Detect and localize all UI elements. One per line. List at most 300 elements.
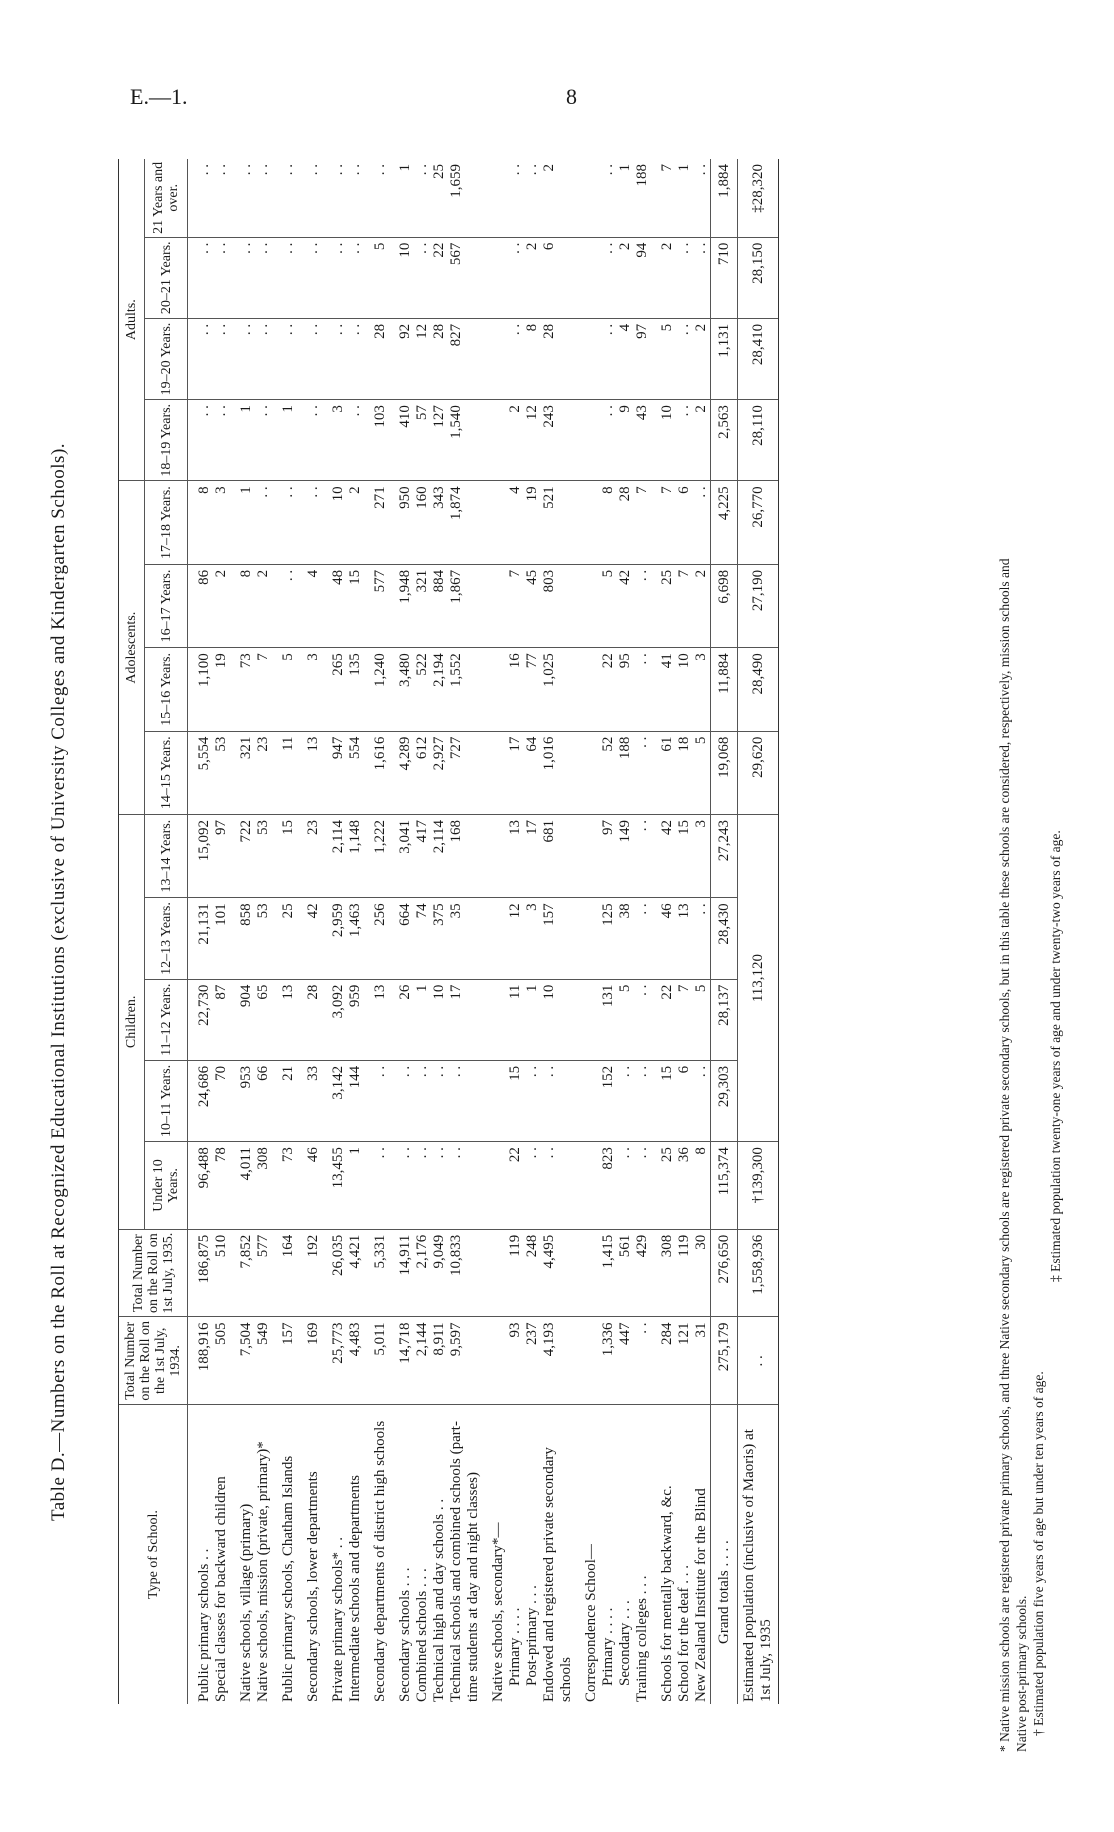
row-label-text: Secondary . . . xyxy=(617,1600,633,1686)
table-cell: 2 xyxy=(524,237,541,318)
table-cell: . . xyxy=(280,564,297,647)
table-cell: 66 xyxy=(255,1060,272,1141)
table-cell: 5 xyxy=(600,564,617,647)
table-row xyxy=(431,159,448,1704)
table-cell: 28 xyxy=(541,318,575,399)
table-cell: 192 xyxy=(305,1229,322,1317)
table-cell: 3,142 xyxy=(330,1060,347,1141)
grand-total-cell: 2,563 xyxy=(711,400,738,481)
table-cell: 321 xyxy=(414,564,431,647)
table-cell: 2,114 xyxy=(330,814,347,897)
table-cell: 188 xyxy=(634,159,651,237)
table-cell: 61 xyxy=(659,731,676,814)
table-cell: 15 xyxy=(280,814,297,897)
table-cell: 18 xyxy=(676,731,693,814)
table-cell: 24,686 xyxy=(196,1060,213,1141)
table-cell: . . xyxy=(448,1060,482,1141)
table-cell xyxy=(490,400,507,481)
header-age: 18–19 Years. xyxy=(145,400,188,481)
table-cell: 3 xyxy=(305,648,322,731)
table-cell: . . xyxy=(524,159,541,237)
row-label xyxy=(448,1405,482,1704)
table-cell: . . xyxy=(693,237,711,318)
table-cell: . . xyxy=(196,159,213,237)
table-cell: 554 xyxy=(347,731,364,814)
table-cell: 10 xyxy=(330,481,347,564)
table-cell: 149 xyxy=(617,814,634,897)
table-cell: 2 xyxy=(693,318,711,399)
table-cell: 2 xyxy=(693,400,711,481)
table-cell: 64 xyxy=(524,731,541,814)
grand-total-cell: 11,884 xyxy=(711,648,738,731)
table-cell: 2,927 xyxy=(431,731,448,814)
row-label xyxy=(634,1405,651,1704)
table-cell: 21,131 xyxy=(196,898,213,979)
table-row xyxy=(330,159,347,1704)
table-cell xyxy=(490,898,507,979)
table-cell: 2 xyxy=(659,237,676,318)
table-cell: 94 xyxy=(634,237,651,318)
rotated-table-page xyxy=(0,142,1114,1832)
table-cell: 884 xyxy=(431,564,448,647)
table-cell: 7,504 xyxy=(238,1317,255,1405)
table-cell: 4,495 xyxy=(541,1229,575,1317)
table-cell xyxy=(490,648,507,731)
table-cell: . . xyxy=(347,318,364,399)
table-cell: 1,463 xyxy=(347,898,364,979)
table-cell: . . xyxy=(414,237,431,318)
table-cell: 152 xyxy=(600,1060,617,1141)
table-cell: . . xyxy=(255,400,272,481)
table-cell: 119 xyxy=(507,1229,524,1317)
table-cell: . . xyxy=(414,159,431,237)
table-cell: 410 xyxy=(397,400,414,481)
table-cell: 1,552 xyxy=(448,648,482,731)
table-cell: 612 xyxy=(414,731,431,814)
table-cell: 343 xyxy=(431,481,448,564)
row-label xyxy=(372,1405,389,1704)
table-cell: 2 xyxy=(213,564,230,647)
header-age: 11–12 Years. xyxy=(145,979,188,1060)
table-cell: . . xyxy=(431,1060,448,1141)
table-cell: . . xyxy=(330,318,347,399)
row-label-text: Native schools, mission (private, primary)* xyxy=(255,1441,271,1702)
table-cell: . . xyxy=(617,1060,634,1141)
table-cell: . . xyxy=(196,318,213,399)
table-cell: 22 xyxy=(507,1142,524,1230)
table-cell: 4,193 xyxy=(541,1317,575,1405)
row-label xyxy=(490,1405,507,1704)
table-cell: 9,049 xyxy=(431,1229,448,1317)
table-cell: 74 xyxy=(414,898,431,979)
table-cell: 28 xyxy=(305,979,322,1060)
table-cell: 1,100 xyxy=(196,648,213,731)
footnote-mission-cont: Native post-primary schools. xyxy=(1014,1595,1029,1752)
row-spacer xyxy=(297,159,305,1704)
table-cell: 1,222 xyxy=(372,814,389,897)
table-cell: 827 xyxy=(448,318,482,399)
table-cell: . . xyxy=(634,564,651,647)
row-label xyxy=(676,1405,693,1704)
row-label xyxy=(397,1405,414,1704)
table-cell: . . xyxy=(693,1060,711,1141)
table-cell: . . xyxy=(372,1060,389,1141)
table-cell xyxy=(583,1317,600,1405)
grand-total-cell: 28,137 xyxy=(711,979,738,1060)
footnotes xyxy=(996,172,1064,1752)
table-cell: . . xyxy=(305,237,322,318)
table-cell: 93 xyxy=(507,1317,524,1405)
grand-total-cell: 19,068 xyxy=(711,731,738,814)
table-cell: 1 xyxy=(676,159,693,237)
table-row xyxy=(524,159,541,1704)
table-cell xyxy=(490,564,507,647)
table-cell: 15,092 xyxy=(196,814,213,897)
grand-total-cell: 27,243 xyxy=(711,814,738,897)
table-cell: . . xyxy=(448,1142,482,1230)
grand-total-cell: 29,303 xyxy=(711,1060,738,1141)
table-cell: 248 xyxy=(524,1229,541,1317)
table-cell: 22,730 xyxy=(196,979,213,1060)
table-cell: 1 xyxy=(238,400,255,481)
table-cell: . . xyxy=(634,898,651,979)
table-cell xyxy=(490,159,507,237)
grand-total-cell: 115,374 xyxy=(711,1142,738,1230)
row-label-text: Private primary schools* . . xyxy=(330,1537,346,1702)
table-cell: 1,659 xyxy=(448,159,482,237)
table-cell: . . xyxy=(676,400,693,481)
grand-total-cell: 1,131 xyxy=(711,318,738,399)
table-cell: 1,616 xyxy=(372,731,389,814)
table-cell: 26,035 xyxy=(330,1229,347,1317)
table-cell: . . xyxy=(372,1142,389,1230)
table-cell: . . xyxy=(693,481,711,564)
table-cell: 43 xyxy=(634,400,651,481)
table-cell: 46 xyxy=(305,1142,322,1230)
table-cell: 23 xyxy=(305,814,322,897)
table-cell xyxy=(583,979,600,1060)
header-age: 21 Years and over. xyxy=(145,159,188,237)
table-cell: 1 xyxy=(397,159,414,237)
table-cell: 14,718 xyxy=(397,1317,414,1405)
row-label xyxy=(330,1405,347,1704)
row-label-text: Public primary schools . . xyxy=(196,1548,212,1702)
grand-total-cell: 276,650 xyxy=(711,1229,738,1317)
row-label xyxy=(213,1405,230,1704)
table-cell: 41 xyxy=(659,648,676,731)
table-cell: 4,011 xyxy=(238,1142,255,1230)
table-cell: . . xyxy=(600,159,617,237)
table-cell: 21 xyxy=(280,1060,297,1141)
table-cell xyxy=(583,1142,600,1230)
table-cell: 256 xyxy=(372,898,389,979)
table-cell: 17 xyxy=(524,814,541,897)
row-label xyxy=(347,1405,364,1704)
table-cell: 1,025 xyxy=(541,648,575,731)
table-cell: . . xyxy=(196,400,213,481)
table-cell: 135 xyxy=(347,648,364,731)
table-cell: 53 xyxy=(255,898,272,979)
table-cell: 7 xyxy=(255,648,272,731)
grand-total-cell: 710 xyxy=(711,237,738,318)
table-cell: 131 xyxy=(600,979,617,1060)
table-cell: 57 xyxy=(414,400,431,481)
row-label xyxy=(541,1405,575,1704)
table-cell: 447 xyxy=(617,1317,634,1405)
table-cell xyxy=(490,979,507,1060)
row-label-text: Technical schools and combined schools (part-time students at day and night classes) xyxy=(448,1421,481,1702)
table-cell: 6 xyxy=(541,237,575,318)
table-cell: 45 xyxy=(524,564,541,647)
table-cell: 1 xyxy=(414,979,431,1060)
table-cell: . . xyxy=(213,318,230,399)
table-cell: . . xyxy=(397,1060,414,1141)
table-cell: 13 xyxy=(507,814,524,897)
table-cell: 5 xyxy=(372,237,389,318)
table-cell: 188 xyxy=(617,731,634,814)
table-cell: 144 xyxy=(347,1060,364,1141)
row-spacer xyxy=(188,159,197,1704)
table-cell: 103 xyxy=(372,400,389,481)
header-age: 12–13 Years. xyxy=(145,898,188,979)
table-cell: 9 xyxy=(617,400,634,481)
table-cell: 13 xyxy=(280,979,297,1060)
estimated-1935: 1,558,936 xyxy=(738,1229,779,1317)
table-title: Table D.—Numbers on the Roll at Recognized Educational Institutions (exclusive of University Colleges and Kindergarten Schools). xyxy=(48,442,69,1522)
table-cell: 567 xyxy=(448,237,482,318)
table-row xyxy=(490,159,507,1704)
page-header xyxy=(130,84,610,114)
table-cell: . . xyxy=(280,237,297,318)
table-cell xyxy=(490,1142,507,1230)
table-cell: 1,948 xyxy=(397,564,414,647)
header-roll-1934: Total Number on the Roll on the 1st July, 1934. xyxy=(119,1317,188,1405)
header-age: 17–18 Years. xyxy=(145,481,188,564)
table-cell: 959 xyxy=(347,979,364,1060)
row-label xyxy=(693,1405,711,1704)
table-cell: . . xyxy=(196,237,213,318)
table-cell: 188,916 xyxy=(196,1317,213,1405)
table-cell: 2,194 xyxy=(431,648,448,731)
table-cell: 92 xyxy=(397,318,414,399)
table-cell: 947 xyxy=(330,731,347,814)
table-cell xyxy=(583,1229,600,1317)
table-cell: 1,148 xyxy=(347,814,364,897)
table-cell: 25 xyxy=(280,898,297,979)
header-children: Children. xyxy=(119,814,145,1229)
table-cell: 119 xyxy=(676,1229,693,1317)
table-cell: 5 xyxy=(280,648,297,731)
table-cell xyxy=(583,648,600,731)
table-cell: . . xyxy=(431,1142,448,1230)
row-label xyxy=(431,1405,448,1704)
row-label xyxy=(524,1405,541,1704)
table-cell: 953 xyxy=(238,1060,255,1141)
table-cell: 4 xyxy=(305,564,322,647)
header-adolescents: Adolescents. xyxy=(119,481,145,815)
footnote-dagger: † Estimated population five years of age but under ten years of age. xyxy=(1031,1371,1046,1736)
table-cell: 7 xyxy=(659,159,676,237)
table-row xyxy=(347,159,364,1704)
table-cell: . . xyxy=(280,318,297,399)
table-cell: 4,421 xyxy=(347,1229,364,1317)
table-cell: 3,041 xyxy=(397,814,414,897)
grand-total-cell: 28,430 xyxy=(711,898,738,979)
row-label-text: Primary . . . . xyxy=(600,1607,616,1686)
table-cell: 5,554 xyxy=(196,731,213,814)
header-adults: Adults. xyxy=(119,159,145,481)
table-cell: . . xyxy=(255,481,272,564)
table-cell: . . xyxy=(347,159,364,237)
table-cell xyxy=(490,318,507,399)
table-cell: . . xyxy=(524,1142,541,1230)
table-cell: 5 xyxy=(693,731,711,814)
table-cell: 12 xyxy=(507,898,524,979)
table-cell: 510 xyxy=(213,1229,230,1317)
table-cell: . . xyxy=(347,237,364,318)
table-cell: . . xyxy=(213,400,230,481)
estimated-cell: 29,620 xyxy=(738,731,779,814)
table-cell: 7 xyxy=(676,564,693,647)
table-cell: 2 xyxy=(617,237,634,318)
table-cell: 237 xyxy=(524,1317,541,1405)
table-cell: 2,114 xyxy=(431,814,448,897)
estimated-1934: . . xyxy=(738,1317,779,1405)
table-cell: 10,833 xyxy=(448,1229,482,1317)
table-cell: . . xyxy=(676,318,693,399)
estimated-population-row xyxy=(738,159,779,1704)
table-cell: 858 xyxy=(238,898,255,979)
header-age: 16–17 Years. xyxy=(145,564,188,647)
table-cell: 727 xyxy=(448,731,482,814)
table-row xyxy=(583,159,600,1704)
table-cell: 22 xyxy=(600,648,617,731)
row-label xyxy=(414,1405,431,1704)
estimated-cell: 26,770 xyxy=(738,481,779,564)
row-label-text: Combined schools . . . xyxy=(414,1568,430,1702)
table-cell: 1 xyxy=(280,400,297,481)
table-cell: 577 xyxy=(372,564,389,647)
estimated-label: Estimated population (inclusive of Maoris) at 1st July, 1935 xyxy=(738,1405,779,1704)
table-cell: 38 xyxy=(617,898,634,979)
table-cell: 561 xyxy=(617,1229,634,1317)
table-cell: 4,483 xyxy=(347,1317,364,1405)
table-cell: 186,875 xyxy=(196,1229,213,1317)
row-label-text: Primary . . . . xyxy=(507,1607,523,1686)
row-label-text: Secondary schools, lower departments xyxy=(305,1471,321,1702)
table-cell: 521 xyxy=(541,481,575,564)
table-cell: 125 xyxy=(600,898,617,979)
table-cell: 157 xyxy=(280,1317,297,1405)
table-cell: . . xyxy=(305,318,322,399)
row-label-text: Secondary schools . . . xyxy=(397,1567,413,1702)
row-label-text: Correspondence School— xyxy=(583,1544,599,1702)
row-label xyxy=(305,1405,322,1704)
table-cell: 823 xyxy=(600,1142,617,1230)
table-cell: . . xyxy=(541,1142,575,1230)
table-row xyxy=(255,159,272,1704)
table-cell: 284 xyxy=(659,1317,676,1405)
table-cell: 97 xyxy=(213,814,230,897)
table-cell: 8 xyxy=(693,1142,711,1230)
table-cell: 2 xyxy=(347,481,364,564)
table-cell: 2 xyxy=(507,400,524,481)
table-cell xyxy=(490,481,507,564)
table-cell: 1 xyxy=(347,1142,364,1230)
table-row xyxy=(305,159,322,1704)
table-cell: 7 xyxy=(634,481,651,564)
grand-total-cell: 6,698 xyxy=(711,564,738,647)
footnote-mission: * Native mission schools are registered private primary schools, and three Native secondary schools are registered private secondary schools, but in this table these schools are considered, respectively, mission schools and xyxy=(997,558,1012,1752)
table-cell: 243 xyxy=(541,400,575,481)
row-label-text: Technical high and day schools . . xyxy=(431,1498,447,1702)
table-cell: 522 xyxy=(414,648,431,731)
table-cell: . . xyxy=(634,1317,651,1405)
row-spacer xyxy=(364,159,372,1704)
table-cell: 2,959 xyxy=(330,898,347,979)
table-cell: . . xyxy=(524,1060,541,1141)
row-label-text: Endowed and registered private secondary schools xyxy=(541,1447,574,1702)
table-cell: 87 xyxy=(213,979,230,1060)
table-row xyxy=(693,159,711,1704)
table-cell xyxy=(583,400,600,481)
table-cell: 22 xyxy=(431,237,448,318)
table-cell: 36 xyxy=(676,1142,693,1230)
table-cell: . . xyxy=(507,237,524,318)
row-label-text: Native schools, secondary*— xyxy=(490,1522,506,1702)
grand-total-cell: 1,884 xyxy=(711,159,738,237)
header-age: 13–14 Years. xyxy=(145,814,188,897)
table-row xyxy=(507,159,524,1704)
estimated-cell: ‡28,320 xyxy=(738,159,779,237)
table-cell: 53 xyxy=(255,814,272,897)
table-cell: 42 xyxy=(305,898,322,979)
table-cell xyxy=(583,318,600,399)
table-cell: . . xyxy=(600,237,617,318)
table-cell xyxy=(583,1060,600,1141)
table-cell: . . xyxy=(372,159,389,237)
table-cell: 7 xyxy=(507,564,524,647)
table-cell: 10 xyxy=(659,400,676,481)
table-cell: 681 xyxy=(541,814,575,897)
table-cell: 65 xyxy=(255,979,272,1060)
row-label xyxy=(617,1405,634,1704)
table-cell: 429 xyxy=(634,1229,651,1317)
table-cell: 22 xyxy=(659,979,676,1060)
table-cell: . . xyxy=(305,159,322,237)
table-body xyxy=(188,159,779,1704)
table-cell: 321 xyxy=(238,731,255,814)
table-cell: 157 xyxy=(541,898,575,979)
table-cell: 33 xyxy=(305,1060,322,1141)
table-cell: 8 xyxy=(238,564,255,647)
row-spacer xyxy=(272,159,280,1704)
table-cell: 3 xyxy=(524,898,541,979)
table-cell: 28 xyxy=(372,318,389,399)
table-cell: 6 xyxy=(676,481,693,564)
table-cell: . . xyxy=(280,481,297,564)
estimated-cell: 28,490 xyxy=(738,648,779,731)
table-cell: 1,016 xyxy=(541,731,575,814)
table-cell: 19 xyxy=(524,481,541,564)
estimated-cell: 28,150 xyxy=(738,237,779,318)
table-cell: 308 xyxy=(255,1142,272,1230)
table-row xyxy=(238,159,255,1704)
table-cell: 13,455 xyxy=(330,1142,347,1230)
table-cell: 25 xyxy=(659,564,676,647)
header-type: Type of School. xyxy=(119,1405,188,1704)
table-cell: 8 xyxy=(524,318,541,399)
